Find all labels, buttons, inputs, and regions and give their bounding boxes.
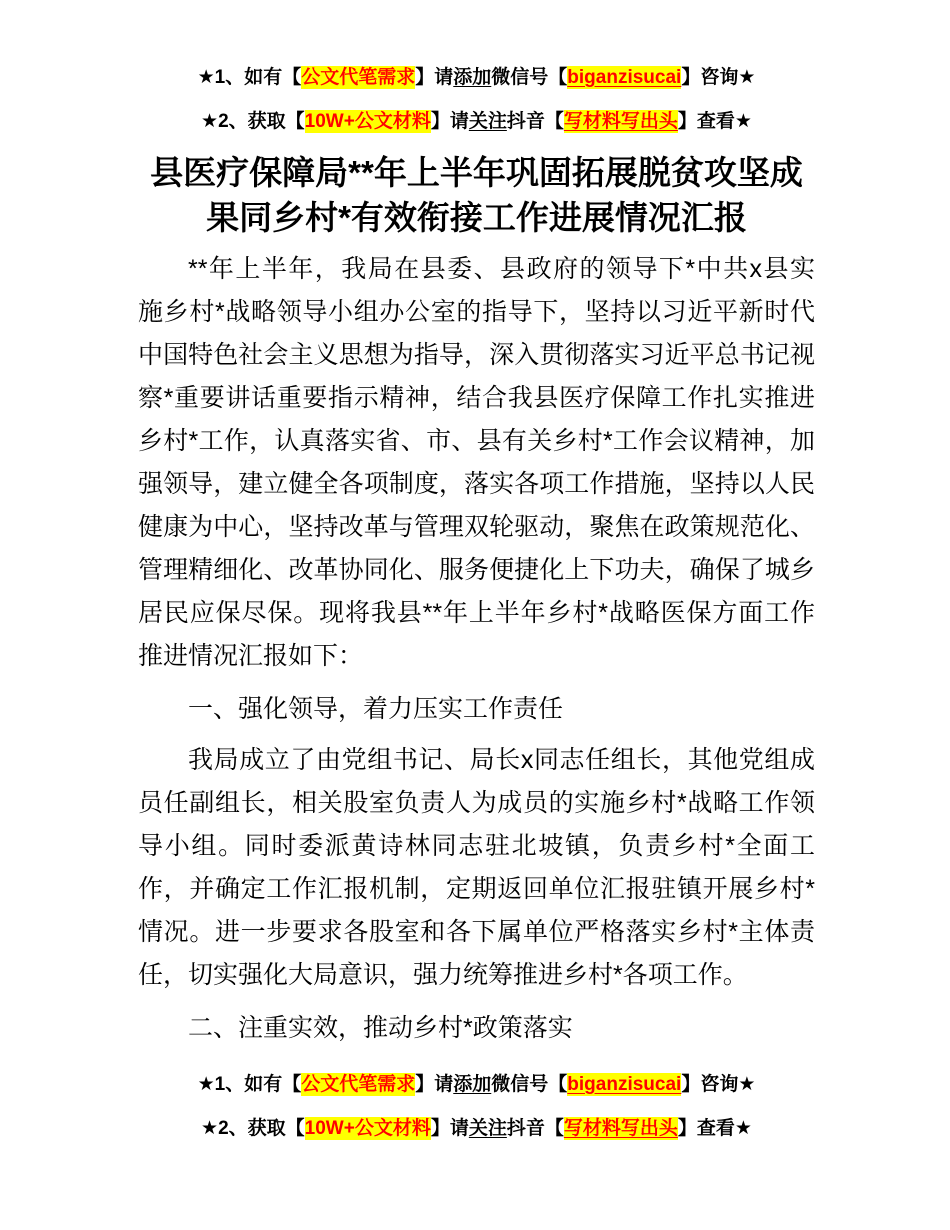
promo-segment: 微信号【 bbox=[491, 1074, 568, 1095]
promo-segment: 微信号【 bbox=[491, 67, 568, 88]
promo-segment: 】查看★ bbox=[677, 111, 752, 132]
promo-segment: 写材料写出头 bbox=[563, 1118, 678, 1139]
text-line: 推进情况汇报如下： bbox=[138, 642, 364, 670]
document-body bbox=[138, 248, 815, 1050]
promo-segment: ★2、获取【 bbox=[201, 111, 305, 132]
text-line: 居民应保尽保。现将我县**年上半年乡村*战略医保方面工作 bbox=[138, 599, 815, 627]
text-line: 施乡村*战略领导小组办公室的指导下，坚持以习近平新时代 bbox=[138, 298, 815, 326]
document-title-line-1: 县医疗保障局**年上半年巩固拓展脱贫攻坚成 bbox=[150, 154, 803, 191]
promo-segment: 】查看★ bbox=[677, 1118, 752, 1139]
promo-segment: 关注 bbox=[468, 1118, 507, 1139]
promo-segment: biganzisucai bbox=[567, 1074, 682, 1095]
promo-segment: 添加 bbox=[453, 1074, 492, 1095]
promo-segment: 公文代笔需求 bbox=[301, 67, 416, 88]
promo-footer-line-2 bbox=[138, 1107, 815, 1151]
promo-segment: 抖音【 bbox=[506, 111, 564, 132]
promo-segment: 公文代笔需求 bbox=[301, 1074, 416, 1095]
promo-header bbox=[138, 56, 815, 144]
section-heading: 二、注重实效，推动乡村*政策落实 bbox=[188, 1014, 573, 1042]
promo-segment: 】请 bbox=[430, 111, 469, 132]
paragraph bbox=[138, 739, 815, 997]
text-line: 察*重要讲话重要指示精神，结合我县医疗保障工作扎实推进 bbox=[138, 384, 815, 412]
text-line: 员任副组长，相关股室负责人为成员的实施乡村*战略工作领 bbox=[138, 789, 815, 817]
section-heading: 一、强化领导，着力压实工作责任 bbox=[188, 695, 564, 723]
promo-footer bbox=[138, 1063, 815, 1151]
text-line: 导小组。同时委派黄诗林同志驻北坡镇，负责乡村*全面工 bbox=[138, 832, 815, 860]
document-title-line-2: 果同乡村*有效衔接工作进展情况汇报 bbox=[206, 199, 747, 236]
promo-segment: 】咨询★ bbox=[681, 67, 756, 88]
paragraph bbox=[138, 248, 815, 678]
promo-segment: 10W+公文材料 bbox=[304, 1118, 431, 1139]
promo-segment: 10W+公文材料 bbox=[304, 111, 431, 132]
promo-segment: ★1、如有【 bbox=[197, 67, 302, 88]
text-line: 健康为中心，坚持改革与管理双轮驱动，聚焦在政策规范化、 bbox=[138, 513, 815, 541]
promo-segment: ★2、获取【 bbox=[201, 1118, 305, 1139]
text-line: 任，切实强化大局意识，强力统筹推进乡村*各项工作。 bbox=[138, 961, 748, 989]
promo-segment: 】咨询★ bbox=[681, 1074, 756, 1095]
promo-segment: 写材料写出头 bbox=[563, 111, 678, 132]
promo-segment: 抖音【 bbox=[506, 1118, 564, 1139]
promo-segment: ★1、如有【 bbox=[197, 1074, 302, 1095]
promo-segment: 】请 bbox=[415, 1074, 454, 1095]
text-line: **年上半年，我局在县委、县政府的领导下*中共x县实 bbox=[188, 255, 815, 283]
document-title bbox=[138, 150, 815, 240]
text-line: 我局成立了由党组书记、局长x同志任组长，其他党组成 bbox=[188, 746, 815, 774]
promo-header-line-2 bbox=[138, 100, 815, 144]
promo-segment: biganzisucai bbox=[567, 67, 682, 88]
promo-segment: 】请 bbox=[415, 67, 454, 88]
text-line: 管理精细化、改革协同化、服务便捷化上下功夫，确保了城乡 bbox=[138, 556, 815, 584]
promo-segment: 关注 bbox=[468, 111, 507, 132]
text-line: 强领导，建立健全各项制度，落实各项工作措施，坚持以人民 bbox=[138, 470, 815, 498]
text-line: 作，并确定工作汇报机制，定期返回单位汇报驻镇开展乡村* bbox=[138, 875, 815, 903]
text-line: 中国特色社会主义思想为指导，深入贯彻落实习近平总书记视 bbox=[138, 341, 815, 369]
promo-footer-line-1 bbox=[138, 1063, 815, 1107]
promo-header-line-1 bbox=[138, 56, 815, 100]
text-line: 情况。进一步要求各股室和各下属单位严格落实乡村*主体责 bbox=[138, 918, 815, 946]
promo-segment: 添加 bbox=[453, 67, 492, 88]
promo-segment: 】请 bbox=[430, 1118, 469, 1139]
text-line: 乡村*工作，认真落实省、市、县有关乡村*工作会议精神，加 bbox=[138, 427, 815, 455]
